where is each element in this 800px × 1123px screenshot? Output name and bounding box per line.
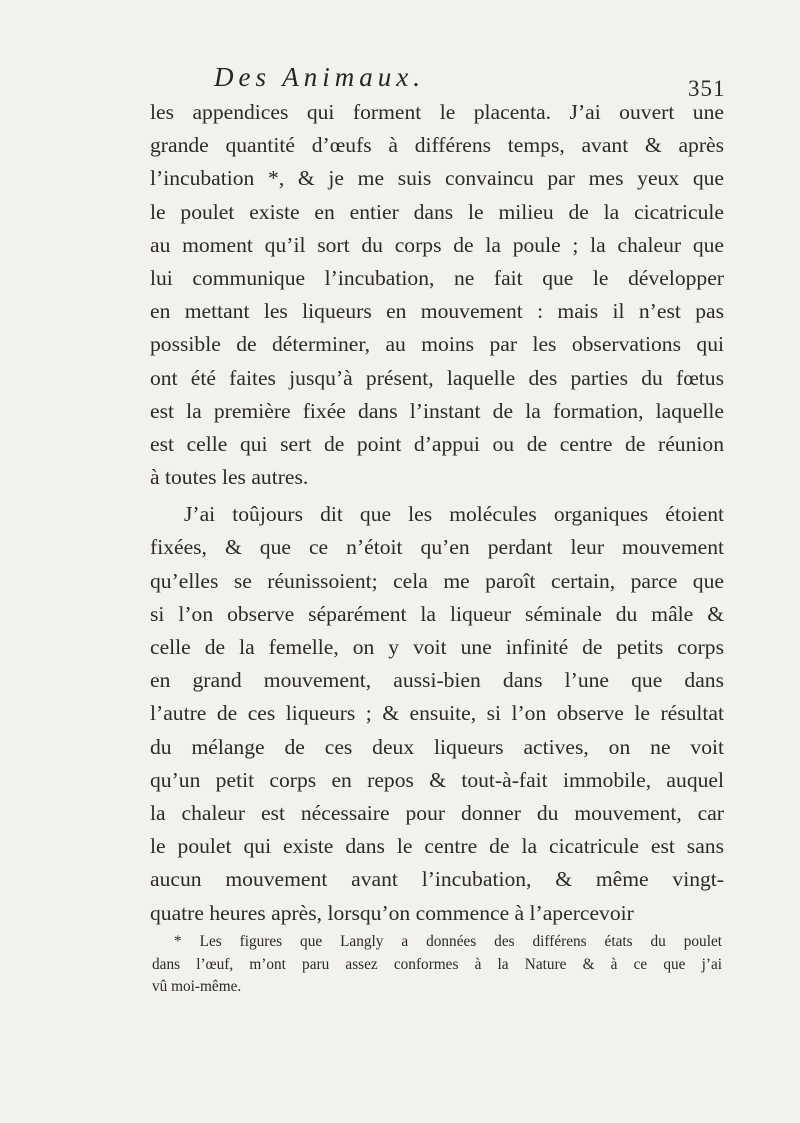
body-text: [150, 96, 724, 930]
text-line: la chaleur est nécessaire pour donner du mouvement, car: [150, 800, 724, 825]
text-line: fixées, & que ce n’étoit qu’en perdant leur mouvement: [150, 535, 724, 560]
text-line: le poulet qui existe dans le centre de la cicatricule est sans: [150, 834, 724, 859]
text-line: qu’elles se réunissoient; cela me paroît certain, parce que: [150, 568, 724, 593]
text-line: en grand mouvement, aussi-bien dans l’une que dans: [150, 668, 724, 693]
text-line: J’ai toûjours dit que les molécules organiques étoient: [184, 502, 724, 527]
text-line: qu’un petit corps en repos & tout-à-fait immobile, auquel: [150, 767, 724, 792]
footnote-line: vû moi-même.: [152, 978, 242, 995]
text-line: est la première fixée dans l’instant de la formation, laquelle: [150, 398, 724, 423]
text-line: possible de déterminer, au moins par les observations qui: [150, 332, 724, 357]
page-number: 351: [688, 76, 726, 101]
text-line: celle de la femelle, on y voit une infinité de petits corps: [150, 635, 724, 659]
text-line: à toutes les autres.: [150, 465, 309, 490]
text-line: l’incubation *, & je me suis convaincu par mes yeux que: [150, 166, 724, 191]
text-line: ont été faites jusqu’à présent, laquelle des parties du fœtus: [150, 365, 724, 390]
footnote-line: dans l’œuf, m’ont paru assez conformes à la Nature & à ce que j’ai: [152, 955, 722, 973]
text-line: quatre heures après, lorsqu’on commence à l’apercevoir: [150, 900, 634, 925]
text-line: les appendices qui forment le placenta. J’ai ouvert une: [150, 100, 724, 124]
text-line: si l’on observe séparément la liqueur séminale du mâle &: [150, 601, 724, 626]
footnote: [152, 931, 722, 999]
text-line: du mélange de ces deux liqueurs actives, on ne voit: [150, 734, 724, 759]
text-line: l’autre de ces liqueurs ; & ensuite, si l’on observe le résultat: [150, 701, 724, 726]
running-head: Des Animaux.: [214, 62, 425, 92]
paragraph-1: [150, 96, 724, 494]
text-line: lui communique l’incubation, ne fait que le développer: [150, 265, 724, 290]
text-line: au moment qu’il sort du corps de la poule ; la chaleur que: [150, 232, 724, 257]
footnote-line: * Les figures que Langly a données des différens états du poulet: [174, 933, 722, 950]
text-line: aucun mouvement avant l’incubation, & même vingt-: [150, 867, 724, 892]
text-line: grande quantité d’œufs à différens temps, avant & après: [150, 133, 724, 158]
text-line: est celle qui sert de point d’appui ou de centre de réunion: [150, 431, 724, 456]
paragraph-2: [150, 498, 724, 929]
text-line: en mettant les liqueurs en mouvement : mais il n’est pas: [150, 299, 724, 324]
text-line: le poulet existe en entier dans le milieu de la cicatricule: [150, 199, 724, 224]
